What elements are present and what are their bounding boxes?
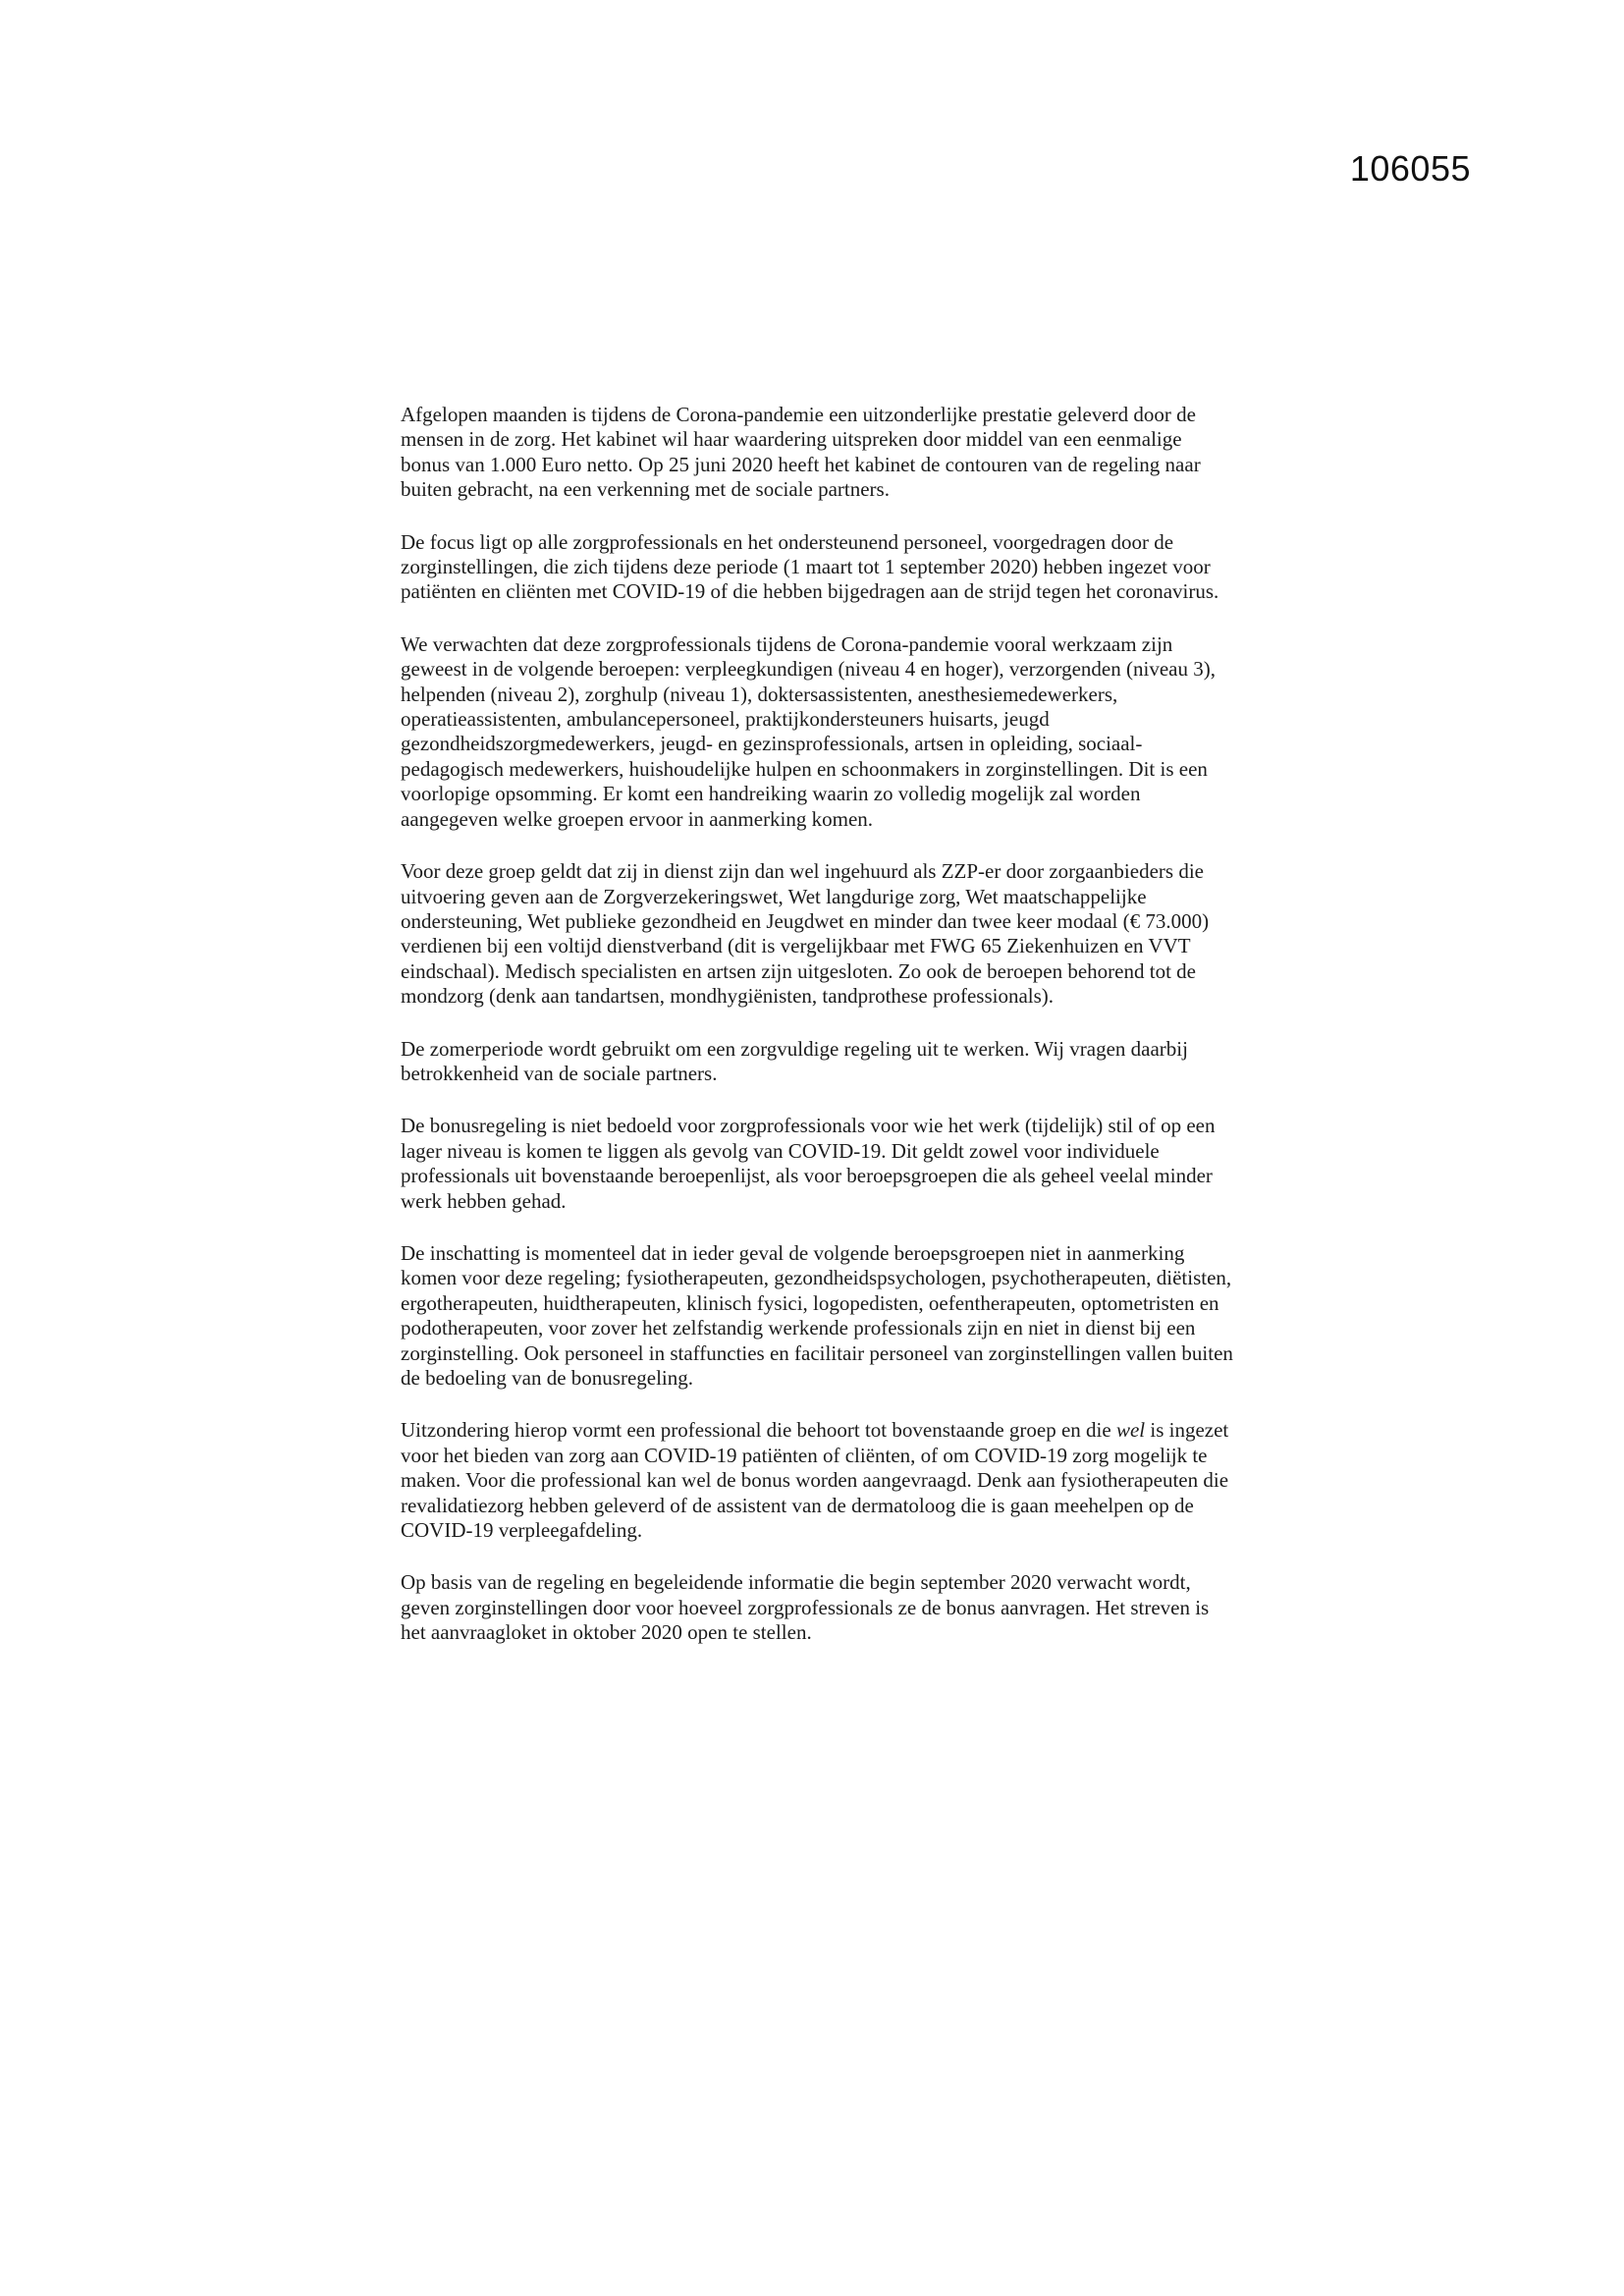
paragraph-exception (401, 1418, 1235, 1543)
paragraph-focus: De focus ligt op alle zorgprofessionals en het ondersteunend personeel, voorgedragen door de zorginstellingen, die zich tijdens deze periode (1 maart tot 1 september 2020) hebben ingezet voor patiënten en cliënten met COVID-19 of die hebben bijgedragen aan de strijd tegen het coronavirus. (401, 529, 1219, 604)
document-number: 106055 (1349, 148, 1471, 189)
document-body (401, 403, 1235, 1673)
paragraph-excluded-groups: De inschatting is momenteel dat in ieder geval de volgende beroepsgroepen niet in aanmerking komen voor deze regeling; fysiotherapeuten, gezondheidspsychologen, psychotherapeuten, diëtisten, ergotherapeuten, huidtherapeuten, klinisch fysici, logopedisten, oefentherapeuten, optometristen en podotherapeuten, voor zover het zelfstandig werkende professionals zijn en niet in dienst bij een zorginstelling. Ook personeel in staffuncties en facilitair personeel van zorginstellingen vallen buiten de bedoeling van de bonusregeling. (401, 1240, 1233, 1390)
paragraph-professions: We verwachten dat deze zorgprofessionals tijdens de Corona-pandemie vooral werkzaam zijn geweest in de volgende beroepen: verpleegkundigen (niveau 4 en hoger), verzorgenden (niveau 3), helpenden (niveau 2), zorghulp (niveau 1), doktersassistenten, anesthesiemedewerkers, operatieassistenten, ambulancepersoneel, praktijkondersteuners huisarts, jeugd gezondheidszorgmedewerkers, jeugd- en gezinsprofessionals, artsen in opleiding, sociaal- pedagogisch medewerkers, huishoudelijke hulpen en schoonmakers in zorginstellingen. Dit is een voorlopige opsomming. Er komt een handreiking waarin zo volledig mogelijk zal worden aangegeven welke groepen ervoor in aanmerking komen. (401, 631, 1216, 831)
paragraph-not-intended: De bonusregeling is niet bedoeld voor zorgprofessionals voor wie het werk (tijdelijk) stil of op een lager niveau is komen te liggen als gevolg van COVID-19. Dit geldt zowel voor individuele professionals uit bovenstaande beroepenlijst, als voor beroepsgroepen die als geheel veelal minder werk hebben gehad. (401, 1114, 1216, 1213)
exception-emphasis: wel (1115, 1418, 1146, 1443)
paragraph-closing: Op basis van de regeling en begeleidende informatie die begin september 2020 verwacht wordt, geven zorginstellingen door voor hoeveel zorgprofessionals ze de bonus aanvragen. Het streven is het aanvraagloket in oktober 2020 open te stellen. (401, 1570, 1210, 1645)
paragraph-conditions: Voor deze groep geldt dat zij in dienst zijn dan wel ingehuurd als ZZP-er door zorgaanbieders die uitvoering geven aan de Zorgverzekeringswet, Wet langdurige zorg, Wet maatschappelijke ondersteuning, Wet publieke gezondheid en Jeugdwet en minder dan twee keer modaal (€ 73.000) verdienen bij een voltijd dienstverband (dit is vergelijkbaar met FWG 65 Ziekenhuizen en VVT eindschaal). Medisch specialisten en artsen zijn uitgesloten. Zo ook de beroepen behorend tot de mondzorg (denk aan tandartsen, mondhygiënisten, tandprothese professionals). (401, 859, 1210, 1009)
paragraph-intro: Afgelopen maanden is tijdens de Corona-pandemie een uitzonderlijke prestatie geleverd door de mensen in de zorg. Het kabinet wil haar waardering uitspreken door middel van een eenmalige bonus van 1.000 Euro netto. Op 25 juni 2020 heeft het kabinet de contouren van de regeling naar buiten gebracht, na een verkenning met de sociale partners. (401, 403, 1201, 502)
exception-text-after: is ingezet voor het bieden van zorg aan COVID-19 patiënten of cliënten, of om COVID-19 zorg mogelijk te maken. Voor die professional kan wel de bonus worden aangevraagd. Denk aan fysiotherapeuten die revalidatiezorg hebben geleverd of de assistent van de dermatoloog die is gaan meehelpen op de COVID-19 verpleegafdeling. (401, 1418, 1229, 1543)
paragraph-summer-period: De zomerperiode wordt gebruikt om een zorgvuldige regeling uit te werken. Wij vragen daarbij betrokkenheid van de sociale partners. (401, 1036, 1188, 1085)
exception-text-before: Uitzondering hierop vormt een professional die behoort tot bovenstaande groep en die (401, 1418, 1116, 1443)
